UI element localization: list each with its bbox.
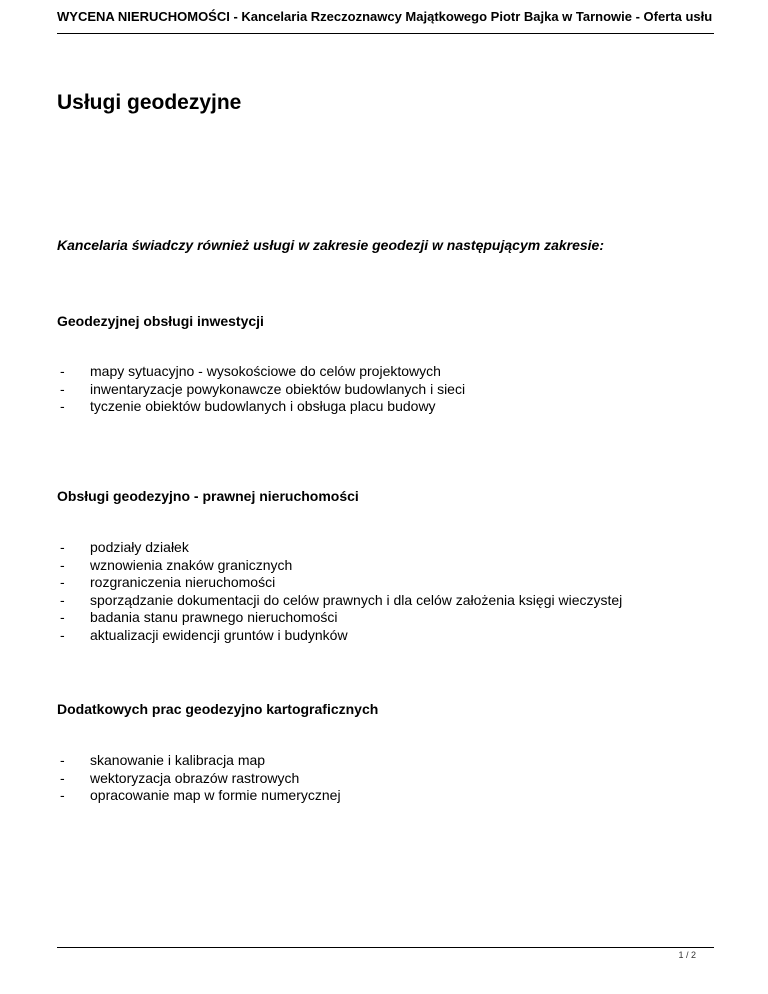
bullet-dash: - <box>60 787 65 803</box>
bullet-dash: - <box>60 398 65 414</box>
page-title: Usługi geodezyjne <box>57 91 242 114</box>
list-item-text: wektoryzacja obrazów rastrowych <box>90 769 300 786</box>
bullet-dash: - <box>60 752 65 768</box>
document-header: WYCENA NIERUCHOMOŚCI - Kancelaria Rzeczoznawcy Majątkowego Piotr Bajka w Tarnowie - Oferta usłu <box>57 9 713 24</box>
footer-divider <box>57 947 714 948</box>
bullet-dash: - <box>60 539 65 555</box>
bullet-dash: - <box>60 609 65 625</box>
bullet-dash: - <box>60 380 65 397</box>
list-item-text: aktualizacji ewidencji gruntów i budynków <box>90 626 348 643</box>
section-list-legal <box>57 539 622 644</box>
bullet-dash: - <box>60 574 65 590</box>
list-item <box>57 363 465 381</box>
list-item-text: wznowienia znaków granicznych <box>90 556 293 573</box>
list-item-text: skanowanie i kalibracja map <box>90 752 266 768</box>
bullet-dash: - <box>60 363 65 379</box>
section-heading-investment: Geodezyjnej obsługi inwestycji <box>57 313 264 329</box>
list-item <box>57 557 622 575</box>
list-item <box>57 574 622 592</box>
list-item <box>57 787 341 805</box>
list-item <box>57 627 622 645</box>
section-heading-cartography: Dodatkowych prac geodezyjno kartograficznych <box>57 701 379 717</box>
header-divider <box>57 33 714 34</box>
bullet-dash: - <box>60 769 65 786</box>
list-item <box>57 592 622 610</box>
list-item <box>57 770 341 788</box>
list-item-text: opracowanie map w formie numerycznej <box>90 787 341 803</box>
bullet-dash: - <box>60 591 65 608</box>
list-item-text: sporządzanie dokumentacji do celów prawnych i dla celów założenia księgi wieczystej <box>90 591 623 608</box>
section-list-investment <box>57 363 465 416</box>
list-item <box>57 398 465 416</box>
list-item-text: mapy sytuacyjno - wysokościowe do celów projektowych <box>90 363 441 379</box>
bullet-dash: - <box>60 556 65 573</box>
page-number: 1 / 2 <box>678 950 696 960</box>
section-heading-legal: Obsługi geodezyjno - prawnej nieruchomości <box>57 488 359 504</box>
bullet-dash: - <box>60 626 65 643</box>
list-item <box>57 752 341 770</box>
list-item <box>57 539 622 557</box>
list-item-text: inwentaryzacje powykonawcze obiektów budowlanych i sieci <box>90 380 466 397</box>
list-item <box>57 609 622 627</box>
list-item-text: rozgraniczenia nieruchomości <box>90 574 276 590</box>
section-list-cartography <box>57 752 341 805</box>
list-item-text: tyczenie obiektów budowlanych i obsługa placu budowy <box>90 398 436 414</box>
intro-text: Kancelaria świadczy również usługi w zakresie geodezji w następującym zakresie: <box>57 237 604 253</box>
list-item-text: badania stanu prawnego nieruchomości <box>90 609 338 625</box>
list-item-text: podziały działek <box>90 539 189 555</box>
list-item <box>57 381 465 399</box>
